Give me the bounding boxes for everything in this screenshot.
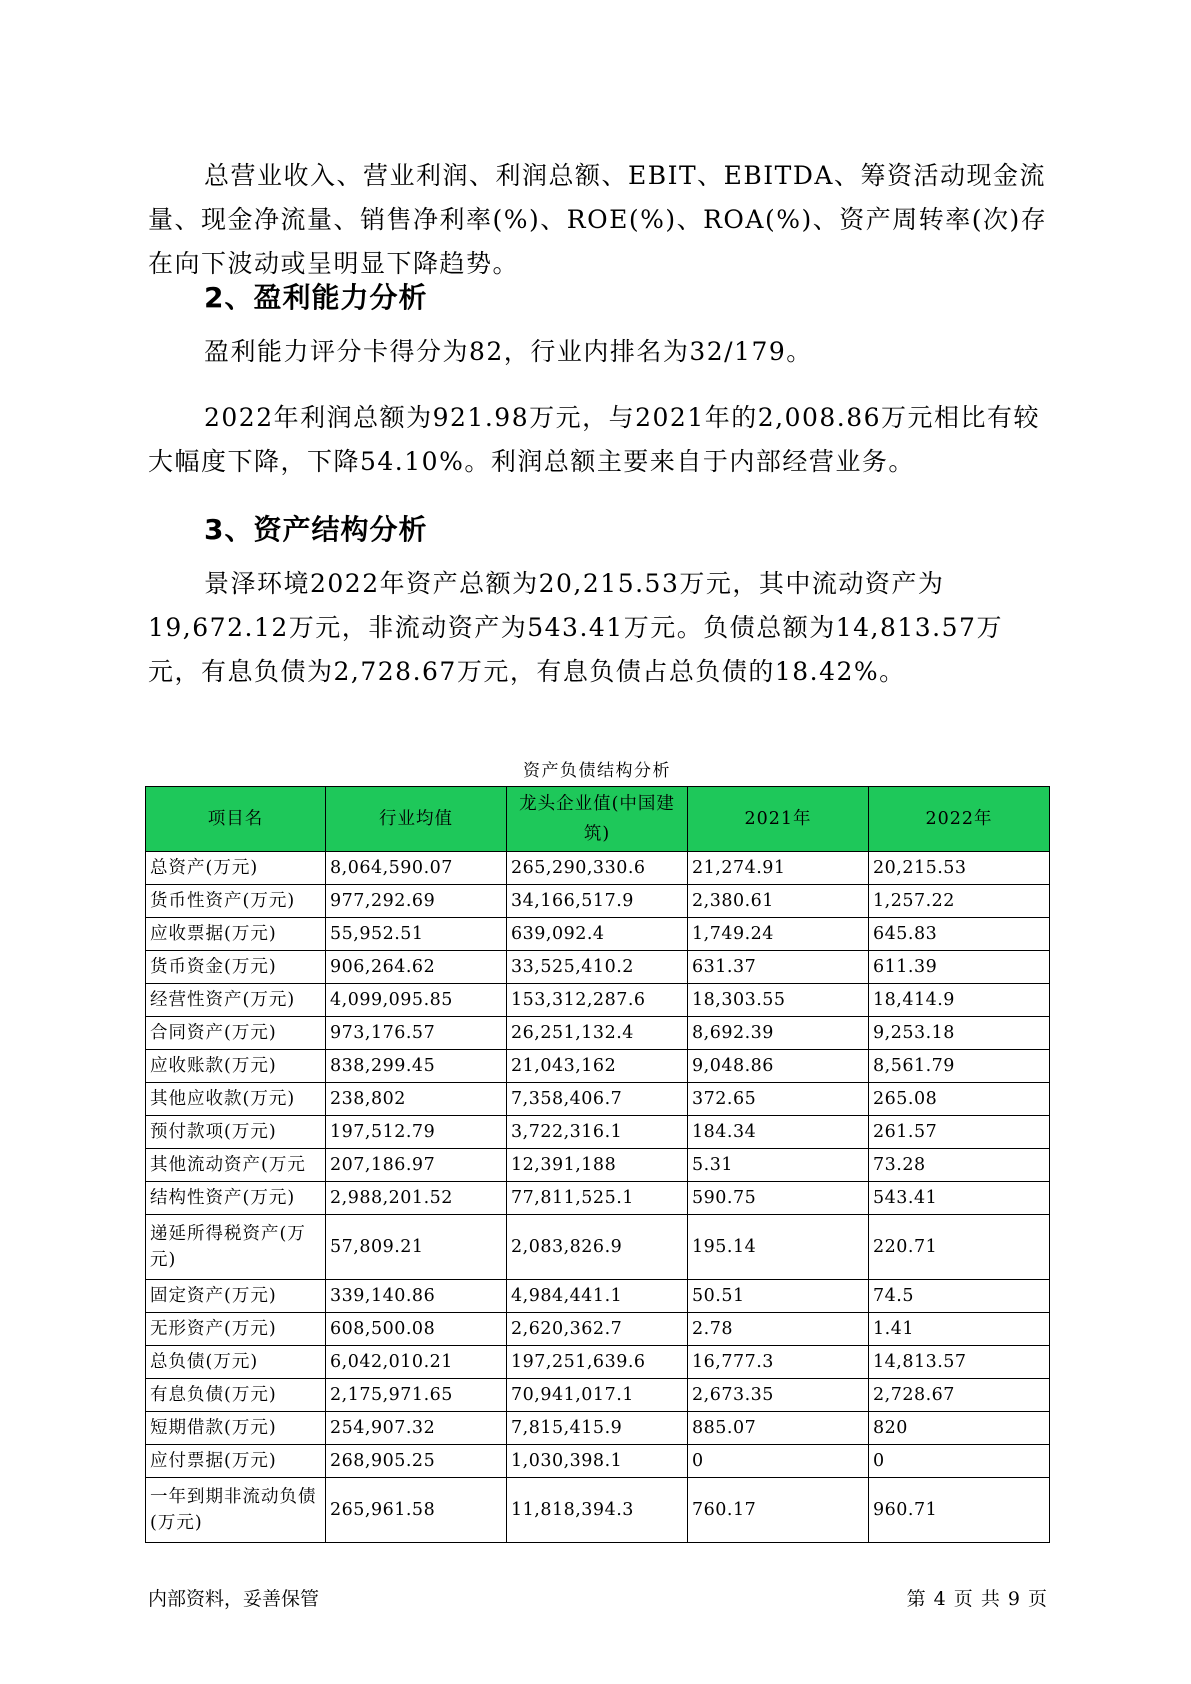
value-cell: 77,811,525.1 [507, 1182, 688, 1215]
table-row [146, 1083, 1050, 1116]
value-cell: 220.71 [869, 1215, 1050, 1280]
value-cell: 9,048.86 [688, 1050, 869, 1083]
value-cell: 265,290,330.6 [507, 852, 688, 885]
value-cell: 261.57 [869, 1116, 1050, 1149]
value-cell: 11,818,394.3 [507, 1478, 688, 1543]
value-cell: 21,043,162 [507, 1050, 688, 1083]
value-cell: 3,722,316.1 [507, 1116, 688, 1149]
table-row [146, 984, 1050, 1017]
value-cell: 33,525,410.2 [507, 951, 688, 984]
value-cell: 2.78 [688, 1313, 869, 1346]
row-label-cell: 短期借款(万元) [146, 1412, 326, 1445]
value-cell: 14,813.57 [869, 1346, 1050, 1379]
value-cell: 73.28 [869, 1149, 1050, 1182]
value-cell: 74.5 [869, 1280, 1050, 1313]
value-cell: 55,952.51 [326, 918, 507, 951]
value-cell: 372.65 [688, 1083, 869, 1116]
row-label-cell: 递延所得税资产(万元) [146, 1215, 326, 1280]
col-header-2021: 2021年 [688, 787, 869, 852]
value-cell: 631.37 [688, 951, 869, 984]
table-row [146, 1182, 1050, 1215]
paragraph-total-profit: 2022年利润总额为921.98万元，与2021年的2,008.86万元相比有较大幅度下降，下降54.10%。利润总额主要来自于内部经营业务。 [148, 403, 1041, 476]
value-cell: 9,253.18 [869, 1017, 1050, 1050]
value-cell: 2,728.67 [869, 1379, 1050, 1412]
value-cell: 977,292.69 [326, 885, 507, 918]
value-cell: 20,215.53 [869, 852, 1050, 885]
row-label-cell: 合同资产(万元) [146, 1017, 326, 1050]
table-row [146, 1149, 1050, 1182]
row-label-cell: 总资产(万元) [146, 852, 326, 885]
table-row [146, 1116, 1050, 1149]
table-row [146, 1445, 1050, 1478]
value-cell: 590.75 [688, 1182, 869, 1215]
value-cell: 0 [869, 1445, 1050, 1478]
value-cell: 820 [869, 1412, 1050, 1445]
table-row [146, 1346, 1050, 1379]
paragraph-asset-summary: 景泽环境2022年资产总额为20,215.53万元，其中流动资产为19,672.12万元，非流动资产为543.41万元。负债总额为14,813.57万元，有息负债为2,728.67万元，有息负债占总负债的18.42%。 [148, 569, 1003, 686]
table-body [146, 852, 1050, 1543]
value-cell: 8,561.79 [869, 1050, 1050, 1083]
footer-page-number: 第 4 页 共 9 页 [906, 1588, 1048, 1610]
footer-confidential: 内部资料，妥善保管 [148, 1588, 320, 1610]
col-header-2022: 2022年 [869, 787, 1050, 852]
row-label-cell: 货币资金(万元) [146, 951, 326, 984]
value-cell: 8,692.39 [688, 1017, 869, 1050]
value-cell: 2,083,826.9 [507, 1215, 688, 1280]
value-cell: 18,414.9 [869, 984, 1050, 1017]
row-label-cell: 结构性资产(万元) [146, 1182, 326, 1215]
value-cell: 6,042,010.21 [326, 1346, 507, 1379]
col-header-item: 项目名 [146, 787, 326, 852]
paragraph-profit-score: 盈利能力评分卡得分为82，行业内排名为32/179。 [204, 337, 813, 366]
value-cell: 1,257.22 [869, 885, 1050, 918]
table-row [146, 1478, 1050, 1543]
row-label-cell: 其他流动资产(万元 [146, 1149, 326, 1182]
heading-asset-structure: 3、资产结构分析 [204, 513, 428, 546]
value-cell: 70,941,017.1 [507, 1379, 688, 1412]
value-cell: 7,815,415.9 [507, 1412, 688, 1445]
value-cell: 184.34 [688, 1116, 869, 1149]
value-cell: 339,140.86 [326, 1280, 507, 1313]
row-label-cell: 总负债(万元) [146, 1346, 326, 1379]
row-label-cell: 其他应收款(万元) [146, 1083, 326, 1116]
value-cell: 16,777.3 [688, 1346, 869, 1379]
value-cell: 34,166,517.9 [507, 885, 688, 918]
value-cell: 153,312,287.6 [507, 984, 688, 1017]
value-cell: 960.71 [869, 1478, 1050, 1543]
value-cell: 4,099,095.85 [326, 984, 507, 1017]
row-label-cell: 应收账款(万元) [146, 1050, 326, 1083]
col-header-industry-avg: 行业均值 [326, 787, 507, 852]
value-cell: 973,176.57 [326, 1017, 507, 1050]
value-cell: 12,391,188 [507, 1149, 688, 1182]
table-row [146, 885, 1050, 918]
row-label-cell: 经营性资产(万元) [146, 984, 326, 1017]
value-cell: 0 [688, 1445, 869, 1478]
table-caption: 资产负债结构分析 [523, 761, 671, 781]
row-label-cell: 有息负债(万元) [146, 1379, 326, 1412]
table-row [146, 1017, 1050, 1050]
value-cell: 2,380.61 [688, 885, 869, 918]
value-cell: 18,303.55 [688, 984, 869, 1017]
value-cell: 254,907.32 [326, 1412, 507, 1445]
value-cell: 906,264.62 [326, 951, 507, 984]
row-label-cell: 预付款项(万元) [146, 1116, 326, 1149]
table-header-row [146, 787, 1050, 852]
value-cell: 207,186.97 [326, 1149, 507, 1182]
value-cell: 1,749.24 [688, 918, 869, 951]
value-cell: 197,251,639.6 [507, 1346, 688, 1379]
value-cell: 265,961.58 [326, 1478, 507, 1543]
table-row [146, 918, 1050, 951]
paragraph-decline-trend: 总营业收入、营业利润、利润总额、EBIT、EBITDA、筹资活动现金流量、现金净流量、销售净利率(%)、ROE(%)、ROA(%)、资产周转率(次)存在向下波动或呈明显下降趋势。 [148, 161, 1048, 278]
value-cell: 838,299.45 [326, 1050, 507, 1083]
value-cell: 885.07 [688, 1412, 869, 1445]
table-row [146, 1313, 1050, 1346]
value-cell: 639,092.4 [507, 918, 688, 951]
value-cell: 26,251,132.4 [507, 1017, 688, 1050]
value-cell: 645.83 [869, 918, 1050, 951]
row-label-cell: 应付票据(万元) [146, 1445, 326, 1478]
value-cell: 265.08 [869, 1083, 1050, 1116]
col-header-leader: 龙头企业值(中国建筑) [507, 787, 688, 852]
value-cell: 21,274.91 [688, 852, 869, 885]
value-cell: 2,620,362.7 [507, 1313, 688, 1346]
table-row [146, 951, 1050, 984]
row-label-cell: 货币性资产(万元) [146, 885, 326, 918]
value-cell: 50.51 [688, 1280, 869, 1313]
asset-liability-table [145, 786, 1050, 1543]
value-cell: 7,358,406.7 [507, 1083, 688, 1116]
table-row [146, 1050, 1050, 1083]
value-cell: 57,809.21 [326, 1215, 507, 1280]
value-cell: 4,984,441.1 [507, 1280, 688, 1313]
value-cell: 611.39 [869, 951, 1050, 984]
value-cell: 195.14 [688, 1215, 869, 1280]
value-cell: 543.41 [869, 1182, 1050, 1215]
value-cell: 2,988,201.52 [326, 1182, 507, 1215]
value-cell: 197,512.79 [326, 1116, 507, 1149]
table-row [146, 1379, 1050, 1412]
value-cell: 1,030,398.1 [507, 1445, 688, 1478]
table-row [146, 1215, 1050, 1280]
table-row [146, 852, 1050, 885]
value-cell: 760.17 [688, 1478, 869, 1543]
table-row [146, 1280, 1050, 1313]
value-cell: 5.31 [688, 1149, 869, 1182]
value-cell: 608,500.08 [326, 1313, 507, 1346]
table-row [146, 1412, 1050, 1445]
value-cell: 238,802 [326, 1083, 507, 1116]
row-label-cell: 无形资产(万元) [146, 1313, 326, 1346]
value-cell: 2,175,971.65 [326, 1379, 507, 1412]
row-label-cell: 一年到期非流动负债(万元) [146, 1478, 326, 1543]
value-cell: 1.41 [869, 1313, 1050, 1346]
value-cell: 2,673.35 [688, 1379, 869, 1412]
row-label-cell: 固定资产(万元) [146, 1280, 326, 1313]
heading-profitability: 2、盈利能力分析 [204, 281, 428, 314]
value-cell: 268,905.25 [326, 1445, 507, 1478]
row-label-cell: 应收票据(万元) [146, 918, 326, 951]
value-cell: 8,064,590.07 [326, 852, 507, 885]
